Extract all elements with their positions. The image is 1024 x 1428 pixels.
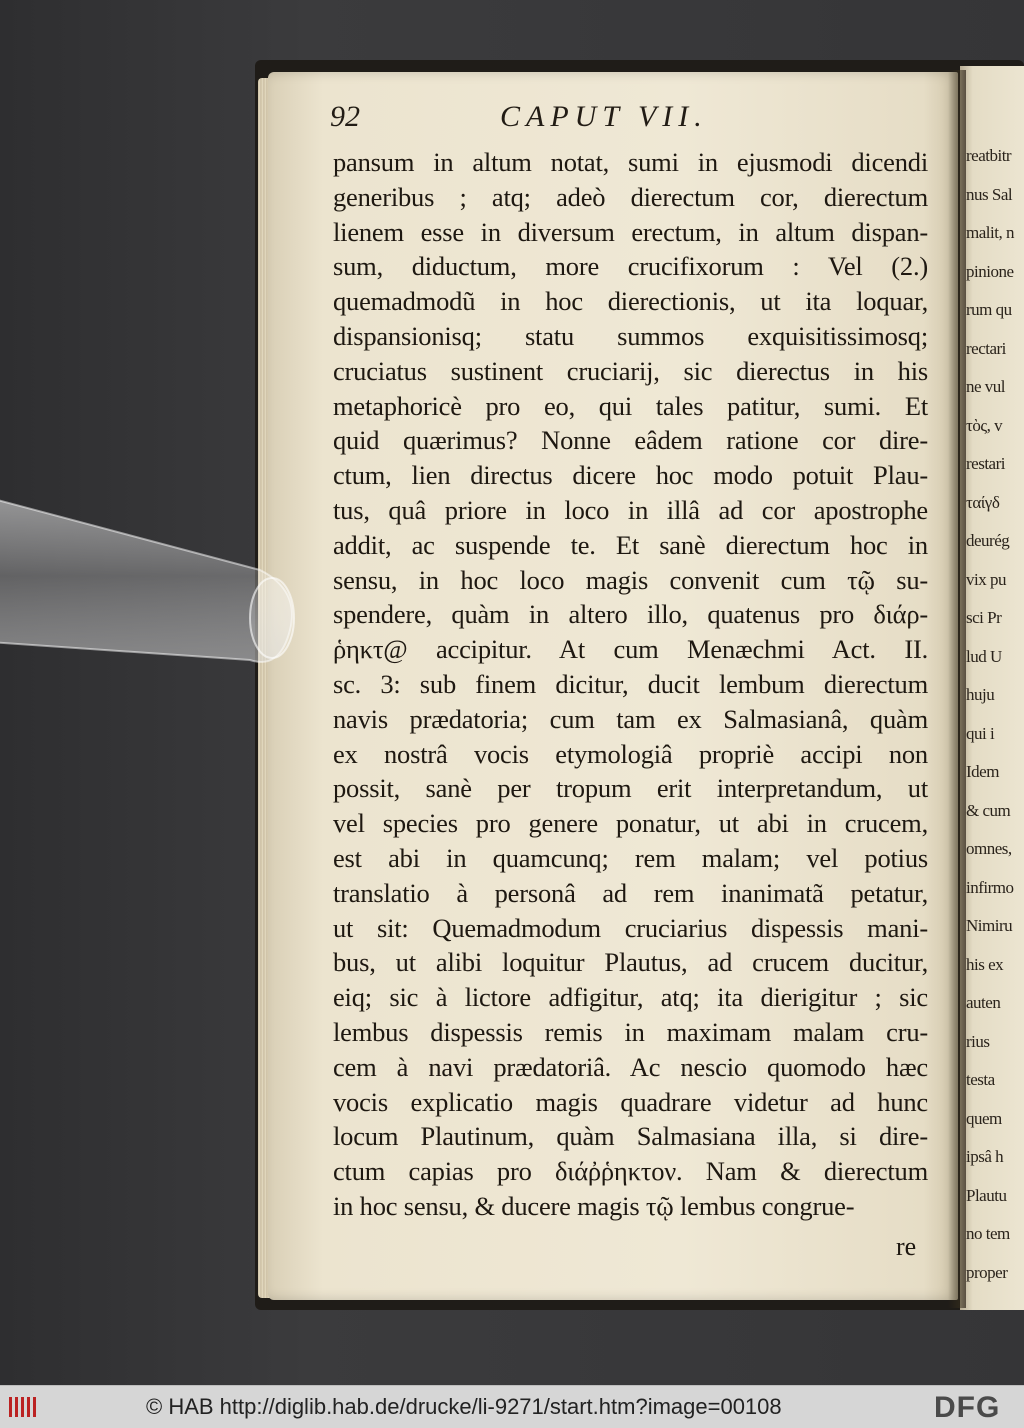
page-number: 92 [330,100,360,133]
text-line: vocis explicatio magis quadrare videtur ad hunc [333,1086,928,1117]
facing-page-text: ne vul [966,377,1006,396]
copyright-link[interactable]: © HAB http://diglib.hab.de/drucke/li-9271/start.htm?image=00108 [146,1394,782,1419]
text-line: addit, ac suspende te. Et sanè dierectum hoc in [333,529,928,560]
facing-page-text: nus Sal [966,184,1013,204]
text-line: vel species pro genere ponatur, ut abi in crucem, [333,808,928,839]
text-line: in hoc sensu, & ducere magis τῷ lembus congrue- [333,1190,855,1221]
facing-page-text: rectari [966,338,1006,358]
text-line: est abi in quamcunq; rem malam; vel potius [333,842,928,873]
text-line: ut sit: Quemadmodum cruciarius dispessis mani- [333,912,928,943]
text-line: navis prædatoria; cum tam ex Salmasianâ, quàm [333,703,928,734]
facing-page-text: auten [966,993,1001,1012]
facing-page-text: Idem [966,762,999,781]
facing-page-text: τὸς, v [966,415,1003,435]
text-line: quemadmodũ in hoc dierectionis, ut ita loquar, [333,286,928,317]
facing-page-text: vix pu [966,569,1006,589]
text-line: sc. 3: sub finem dicitur, ducit lembum dierectum [333,668,928,699]
text-line: lienem esse in diversum erectum, in altum dispan- [333,216,928,247]
facing-page-text: ταίγδ [966,492,1000,512]
facing-page-text: testa [966,1070,995,1089]
facing-page-text: ipsâ h [966,1147,1004,1166]
facing-page-text: & cum [966,800,1011,820]
text-line: quid quærimus? Nonne eâdem ratione cor dire- [333,425,928,456]
dfg-logo: DFG [934,1391,1001,1424]
facing-page-text: Plautu [966,1185,1007,1205]
facing-page-text: restari [966,454,1005,473]
text-line: dispansionisq; statu summos exquisitissimosq; [333,320,928,351]
page-body-text [333,145,928,1224]
facing-page-text: huju [966,685,995,704]
facing-page-text: rum qu [966,300,1012,319]
facing-page-text: omnes, [966,839,1012,858]
catchword: re [896,1232,917,1261]
text-line: bus, ut alibi loquitur Plautus, ad crucem ducitur, [333,947,928,978]
facing-page-text: infirmo [966,877,1014,897]
facing-page-text: rius [966,1031,990,1051]
text-line: spendere, quàm in altero illo, quatenus pro διάρ- [333,599,928,630]
facing-page-text: proper [966,1262,1008,1282]
facing-page-text: lud U [966,646,1002,666]
footer-bar [0,1385,1024,1428]
facing-page-text: reatbitr [966,146,1012,165]
text-line: ctum capias pro διάῤῥηκτον. Nam & dierectum [333,1156,928,1187]
facing-page-text: Nimiru [966,916,1013,935]
text-line: sensu, in hoc loco magis convenit cum τῷ su- [333,564,928,595]
facing-page-text: sci Pr [966,608,1002,627]
text-line: locum Plautinum, quàm Salmasiana illa, si dire- [333,1121,928,1152]
glass-page-weight [0,470,320,670]
text-line: generibus ; atq; adeò dierectum cor, dierectum [333,181,928,212]
text-line: sum, diductum, more crucifixorum : Vel (2.) [333,251,928,282]
facing-page-text: quem [966,1108,1002,1128]
text-line: ctum, lien directus dicere hoc modo potuit Plau- [333,460,928,491]
facing-page-text: no tem [966,1224,1010,1243]
text-line: ῥηκτ@ accipitur. At cum Menæchmi Act. II. [333,634,928,665]
facing-page-text: qui i [966,723,995,743]
text-line: translatio à personâ ad rem inanimatã petatur, [333,877,928,908]
facing-page-text: pinione [966,261,1014,281]
text-line: lembus dispessis remis in maximam malam cru- [333,1016,928,1047]
facing-page-text: malit, n [966,223,1014,242]
book-gutter [948,70,966,1308]
text-line: metaphoricè pro eo, qui tales patitur, sumi. Et [333,390,928,421]
text-line: tus, quâ priore in loco in illâ ad cor apostrophe [333,494,928,525]
text-line: cruciatus sustinent cruciarij, sic dierectus in his [333,355,928,386]
facing-page-fragment [960,66,1024,1310]
text-line: pansum in altum notat, sumi in ejusmodi dicendi [333,147,928,177]
library-logo-icon [8,1394,38,1420]
text-line: possit, sanè per tropum erit interpretandum, ut [333,773,928,804]
facing-page-text: his ex [966,954,1004,974]
text-line: cem à navi prædatoriâ. Ac nescio quomodo hæc [333,1051,928,1082]
text-line: eiq; sic à lictore adfigitur, atq; ita dierigitur ; sic [333,982,928,1013]
text-line: ex nostrâ vocis etymologiâ propriè accipi non [333,738,928,769]
facing-page-text: deurég [966,531,1010,550]
running-head: CAPUT VII. [500,100,708,133]
page-header [330,100,930,140]
